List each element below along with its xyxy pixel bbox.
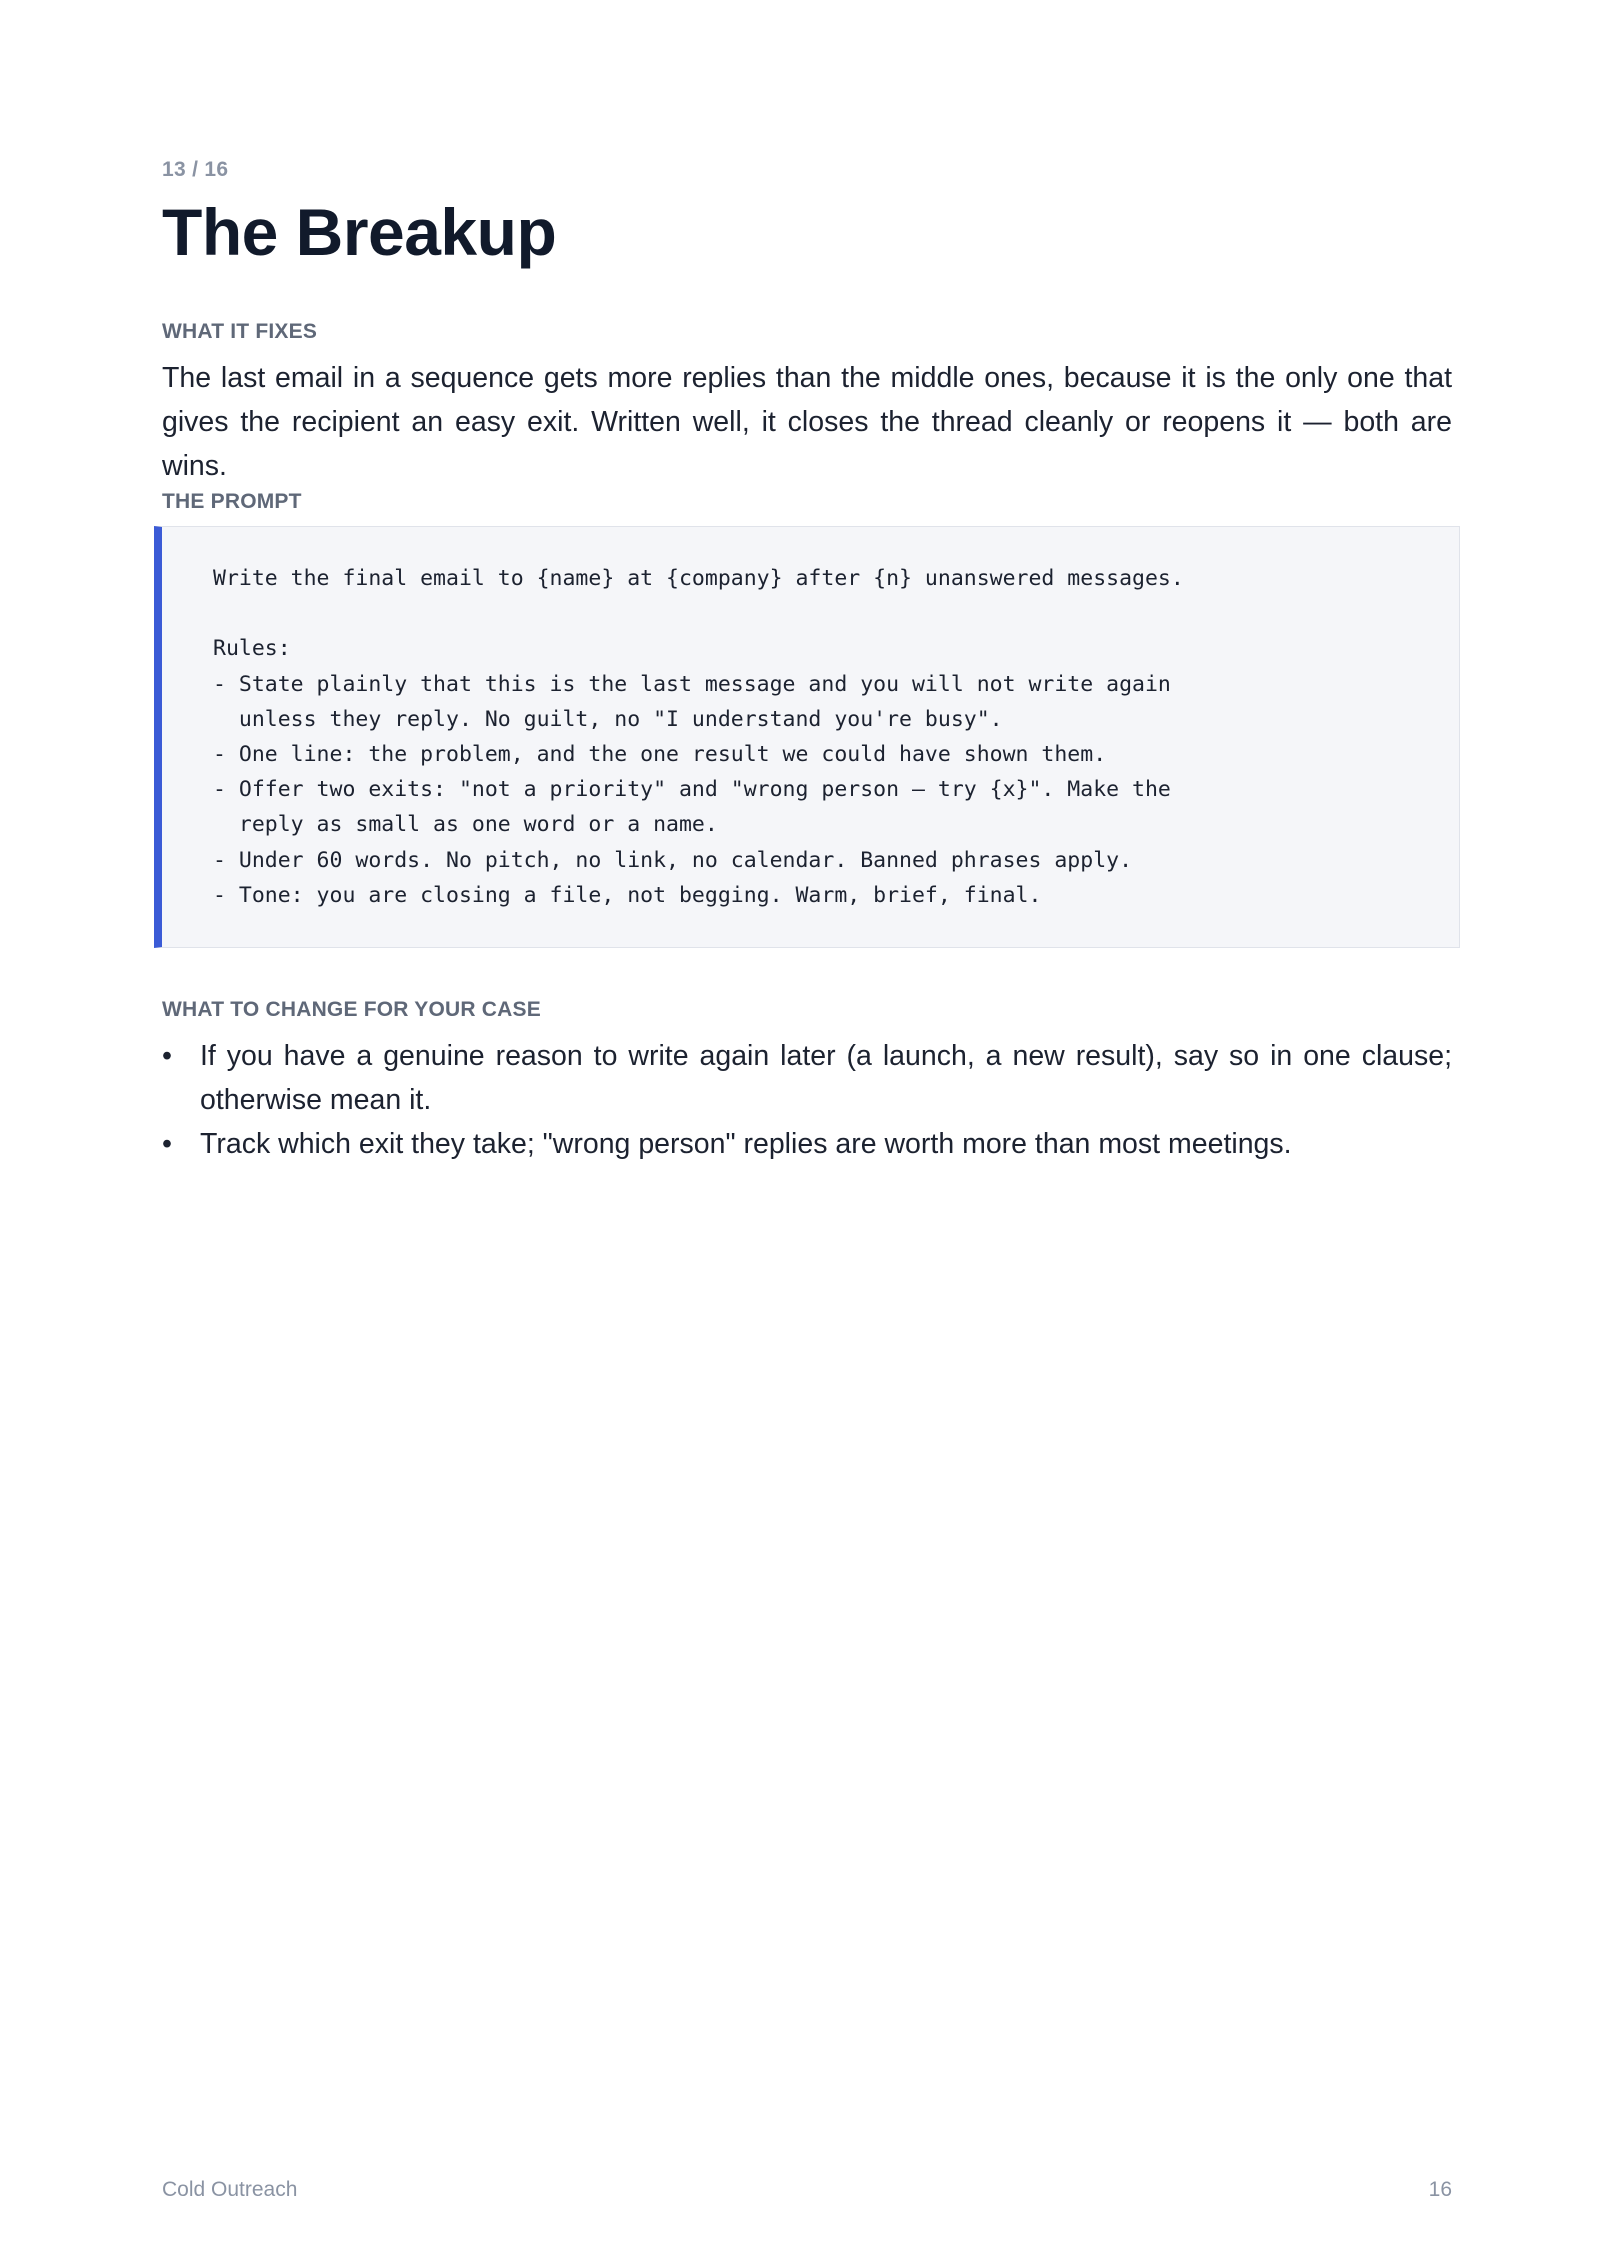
page-title: The Breakup (162, 195, 557, 269)
list-item-text: Track which exit they take; "wrong person" replies are worth more than most meetings. (200, 1128, 1292, 1160)
prompt-code-text: Write the final email to {name} at {company} after {n} unanswered messages. Rules: - State plainly that this is the last message and you will not write again unless they reply. No guilt, no "I understand you're busy". - One line: the problem, and the one result we could have shown them. - Offer two exits: "not a priority" and "wrong person — try {x}". Make the reply as small as one word or a name. - Under 60 words. No pitch, no link, no calendar. Banned phrases apply. - Tone: you are closing a file, not begging. Warm, brief, final. (213, 566, 1184, 908)
bullet-icon: • (162, 1128, 172, 1160)
what-it-fixes-text: The last email in a sequence gets more replies than the middle ones, because it is the only one that gives the recipient an easy exit. Written well, it closes the thread cleanly or reopens it — both are wins. (162, 362, 1452, 482)
the-prompt-label: THE PROMPT (162, 490, 302, 513)
footer-document-title: Cold Outreach (162, 2178, 298, 2201)
page-counter: 13 / 16 (162, 158, 229, 181)
list-item (162, 1034, 1452, 1122)
bullet-icon: • (162, 1040, 172, 1072)
what-it-fixes-label: WHAT IT FIXES (162, 320, 318, 343)
document-page (162, 0, 1452, 2263)
prompt-code-block (154, 526, 1460, 948)
what-to-change-label: WHAT TO CHANGE FOR YOUR CASE (162, 998, 541, 1021)
change-bullet-list (162, 1034, 1452, 1166)
list-item (162, 1122, 1452, 1166)
footer-page-number: 16 (1428, 2178, 1452, 2201)
list-item-text: If you have a genuine reason to write again later (a launch, a new result), say so in one clause; otherwise mean it. (200, 1040, 1452, 1116)
